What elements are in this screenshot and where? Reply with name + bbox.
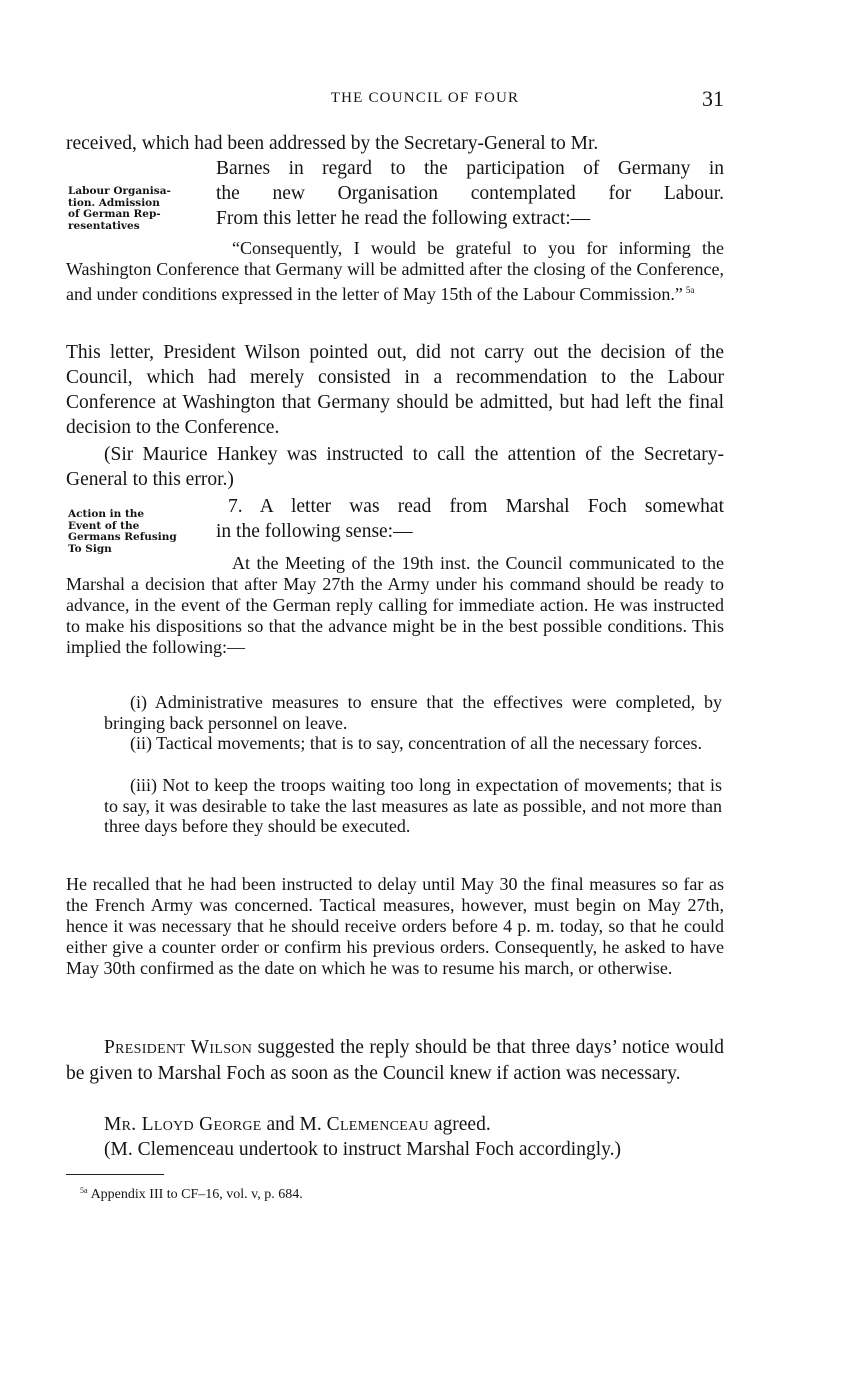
quotation-block: He recalled that he had been instructed to delay until May 30 the final measures so far as the French Army was concerned. Tactical measures, however, must begin on May 27th, hence it was necessary that he should receive orders before 4 p. m. today, so that he could either give a counter order or confirm his previous orders. Consequently, he asked to have May 30th confirmed as the date on which he was to resume his march, or otherwise. [66,874,724,978]
page-number: 31 [702,86,724,111]
footnote-marker: 5a [80,1186,88,1195]
paragraph-continuation: Barnes in regard to the participation of Germany in the new Organisation contemplated for Labour. From this letter he read the following extract:— [216,158,724,229]
list-item: (iii) Not to keep the troops waiting too long in expectation of movements; that is to say, it was desirable to take the last measures as late as possible, and not more than three days before they should be executed. [104,775,722,836]
footnote-ref: 5a [685,285,695,295]
paragraph: (Sir Maurice Hankey was instructed to call the attention of the Secretary-General to this error.) [66,444,724,490]
paragraph: President Wilson suggested the reply should be that three days’ notice would be given to Marshal Foch as soon as the Council knew if action was necessary. [66,1037,724,1084]
paragraph: (M. Clemenceau undertook to instruct Marshal Foch accordingly.) [104,1139,621,1160]
footnote: $^{5a}$ Appendix III to CF–16, vol. v, p. 684. [80,1186,303,1202]
paragraph-continuation: 7. A letter was read from Marshal Foch somewhat in the following sense:— [216,496,724,542]
running-header: THE COUNCIL OF FOUR [330,90,520,106]
sidenote-labour: Labour Organisa- tion. Admission of German Rep- resentatives [68,185,171,232]
quotation-block: “Consequently, I would be grateful to you for informing the Washington Conference that Germany will be admitted after the closing of the Conference, and under conditions expressed in the letter of May 15th of the Labour Commission.” $^{5a}$ [66,238,724,304]
list-item: (i) Administrative measures to ensure that the effectives were completed, by bringing back personnel on leave. [104,692,722,733]
list-item: (ii) Tactical movements; that is to say, concentration of all the necessary forces. [130,733,703,753]
sidenote-action: Action in the Event of the Germans Refusing To Sign [68,508,177,555]
quotation-block: At the Meeting of the 19th inst. the Council communicated to the Marshal a decision that after May 27th the Army under his command should be ready to advance, in the event of the German reply calling for immediate action. He was instructed to make his dispositions so that the advance might be in the best possible conditions. This implied the following:— [66,553,724,657]
footnote-rule [66,1174,164,1175]
paragraph: This letter, President Wilson pointed out, did not carry out the decision of the Council, which had merely consisted in a recommendation to the Labour Conference at Washington that Germany should be admitted, but had left the final decision to the Conference. [66,342,724,438]
paragraph-line: received, which had been addressed by the Secretary-General to Mr. [66,133,599,154]
paragraph: Mr. Lloyd George and M. Clemenceau agreed. [104,1114,491,1135]
